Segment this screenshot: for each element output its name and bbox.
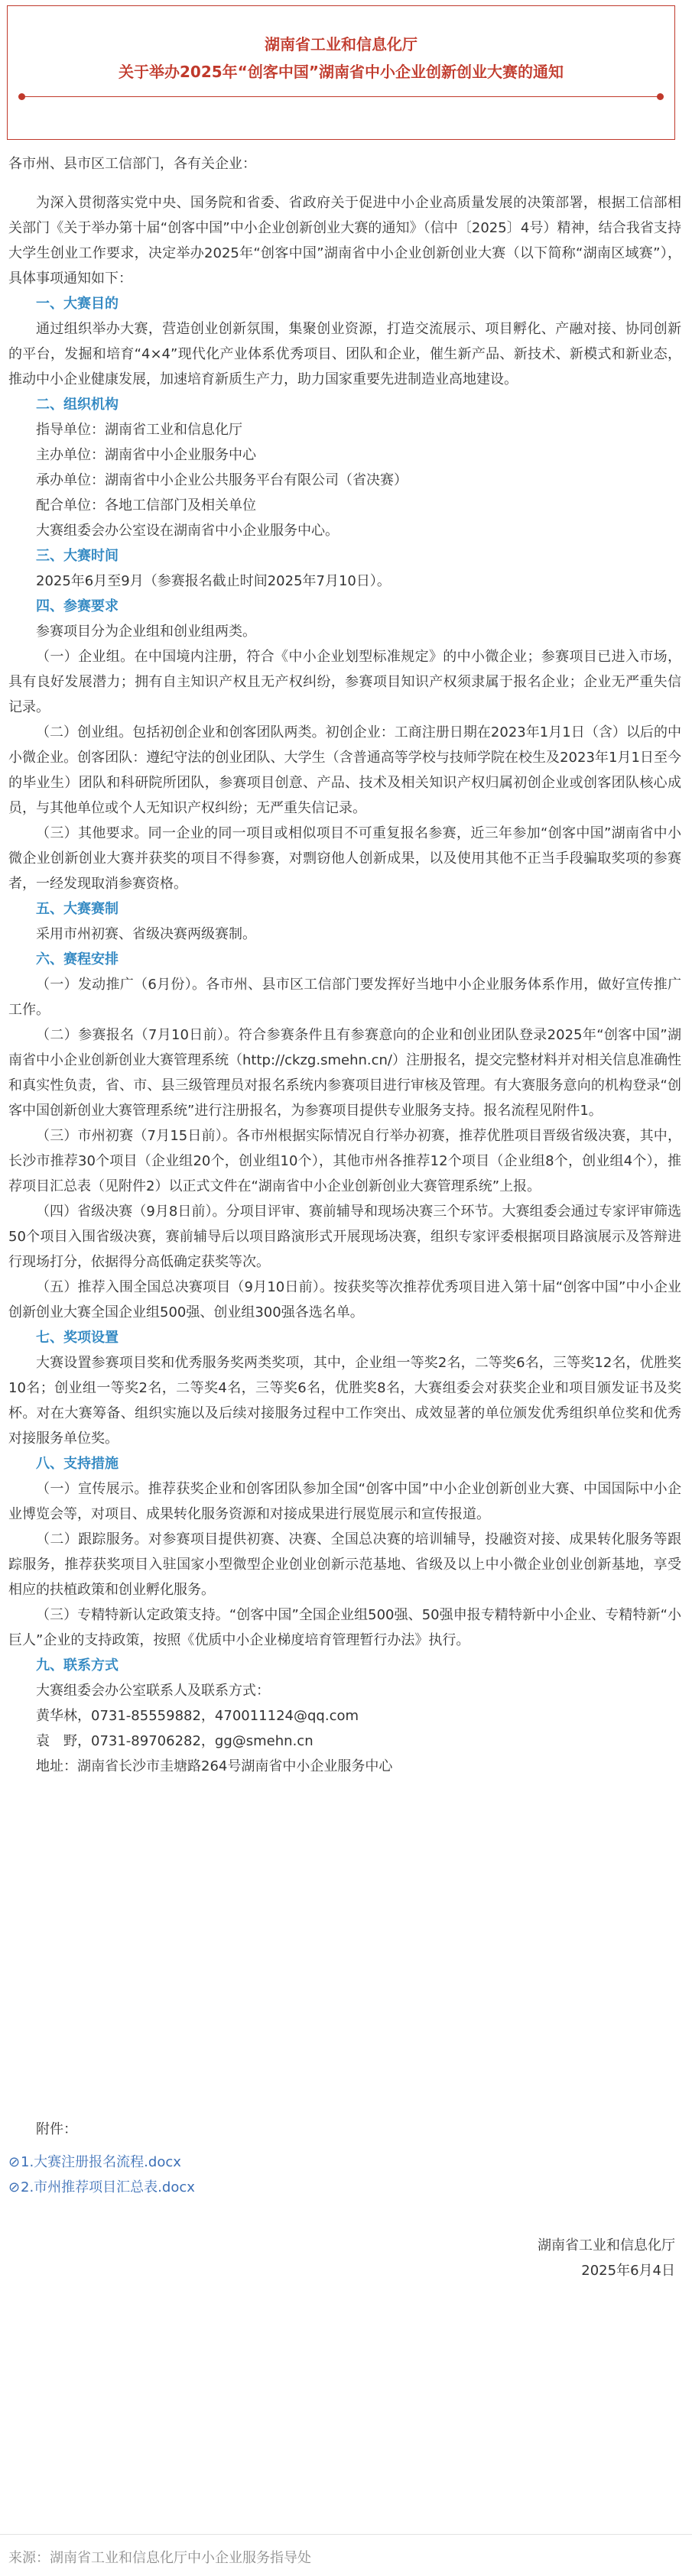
paragraph: 大赛组委会办公室设在湖南省中小企业服务中心。 <box>36 523 339 539</box>
paragraph: 黄华林，0731-85559882，470011124@qq.com <box>36 1708 359 1724</box>
paragraph: （五）推荐入围全国总决赛项目（9月10日前）。按获奖等次推荐优秀项目进入第十届“创客中国”中小企业创新创业大赛全国企业组500强、创业组300强各选名单。 <box>8 1279 681 1320</box>
attachments <box>8 2117 681 2200</box>
section-heading: 五、大赛赛制 <box>36 901 119 917</box>
section-heading: 九、联系方式 <box>36 1657 119 1674</box>
paragraph: 参赛项目分为企业组和创业组两类。 <box>36 624 256 640</box>
paragraph: 各市州、县市区工信部门，各有关企业： <box>8 156 256 172</box>
paragraph: 大赛组委会办公室联系人及联系方式： <box>36 1683 270 1699</box>
attachment-link-2[interactable] <box>8 2175 681 2200</box>
divider-dot-left <box>18 93 25 100</box>
paragraph: （二）参赛报名（7月10日前）。符合参赛条件且有参赛意向的企业和创业团队登录2025年“创客中国”湖南省中小企业创新创业大赛管理系统（http://ckzg.smehn.cn/）注册报名，提交完整材料并对相关信息准确性和真实性负责，省、市、县三级管理员对报名系统内参赛项目进行审核及管理。有大赛服务意向的机构登录“创客中国创新创业大赛管理系统”进行注册报名，为参赛项目提供专业服务支持。报名流程见附件1。 <box>8 1027 681 1119</box>
paragraph: 承办单位：湖南省中小企业公共服务平台有限公司（省决赛） <box>36 472 408 488</box>
section-heading: 一、大赛目的 <box>36 296 119 312</box>
paragraph: （一）发动推广（6月份）。各市州、县市区工信部门要发挥好当地中小企业服务体系作用，做好宣传推广工作。 <box>8 977 681 1018</box>
section-heading: 六、赛程安排 <box>36 951 119 967</box>
paragraph: 为深入贯彻落实党中央、国务院和省委、省政府关于促进中小企业高质量发展的决策部署，根据工信部相关部门《关于举办第十届“创客中国”中小企业创新创业大赛的通知》（信中〔2025〕4号）精神，结合我省支持大学生创业工作要求，决定举办2025年“创客中国”湖南省中小企业创新创业大赛（以下简称“湖南区域赛”），具体事项通知如下： <box>8 195 681 287</box>
section-heading: 八、支持措施 <box>36 1456 119 1472</box>
paperclip-icon: ⊘ <box>8 2154 21 2170</box>
section-heading: 七、奖项设置 <box>36 1330 119 1346</box>
paragraph: 配合单位：各地工信部门及相关单位 <box>36 497 256 514</box>
paragraph: 大赛设置参赛项目奖和优秀服务奖两类奖项，其中，企业组一等奖2名，二等奖6名，三等奖12名，优胜奖10名；创业组一等奖2名，二等奖4名，三等奖6名，优胜奖8名，大赛组委会对获奖企业和项目颁发证书及奖杯。对在大赛筹备、组织实施以及后续对接服务过程中工作突出、成效显著的单位颁发优秀组织单位奖和优秀对接服务单位奖。 <box>8 1355 681 1447</box>
section-heading: 二、组织机构 <box>36 397 119 413</box>
paragraph: 通过组织举办大赛，营造创业创新氛围，集聚创业资源，打造交流展示、项目孵化、产融对接、协同创新的平台，发掘和培育“4×4”现代化产业体系优秀项目、团队和企业，催生新产品、新技术、新模式和新业态，推动中小企业健康发展，加速培育新质生产力，助力国家重要先进制造业高地建设。 <box>8 321 681 387</box>
attachment-2-name[interactable]: 2.市州推荐项目汇总表.docx <box>21 2179 195 2195</box>
paragraph: 2025年6月至9月（参赛报名截止时间2025年7月10日）。 <box>36 573 391 589</box>
paragraph: 指导单位：湖南省工业和信息化厅 <box>36 422 242 438</box>
paragraph: （二）跟踪服务。对参赛项目提供初赛、决赛、全国总决赛的培训辅导，投融资对接、成果转化服务等跟踪服务，推荐获奖项目入驻国家小型微型企业创业创新示范基地、省级及以上中小微企业创业创新基地，享受相应的扶植政策和创业孵化服务。 <box>8 1531 681 1598</box>
divider-dot-right <box>657 93 664 100</box>
paragraph: 地址：湖南省长沙市圭塘路264号湖南省中小企业服务中心 <box>36 1758 393 1774</box>
paragraph: （三）其他要求。同一企业的同一项目或相似项目不可重复报名参赛，近三年参加“创客中国”湖南省中小微企业创新创业大赛并获奖的项目不得参赛，对剽窃他人创新成果，以及使用其他不正当手段骗取奖项的参赛者，一经发现取消参赛资格。 <box>8 825 681 892</box>
paragraph: （四）省级决赛（9月8日前）。分项目评审、赛前辅导和现场决赛三个环节。大赛组委会通过专家评审筛选50个项目入围省级决赛，赛前辅导后以项目路演形式开展现场决赛，组织专家评委根据项目路演展示及答辩进行现场打分，依据得分高低确定获奖等次。 <box>8 1204 681 1270</box>
paragraph: 采用市州初赛、省级决赛两级赛制。 <box>36 926 256 942</box>
paragraph: （三）市州初赛（7月15日前）。各市州根据实际情况自行举办初赛，推荐优胜项目晋级省级决赛，其中，长沙市推荐30个项目（企业组20个，创业组10个），其他市州各推荐12个项目（企业组8个，创业组4个），推荐项目汇总表（见附件2）以正式文件在“湖南省中小企业创新创业大赛管理系统”上报。 <box>8 1128 681 1194</box>
signature <box>538 2233 675 2283</box>
source-text: 来源：湖南省工业和信息化厅中小企业服务指导处 <box>8 2550 311 2566</box>
paragraph: 主办单位：湖南省中小企业服务中心 <box>36 447 256 463</box>
paragraph: （一）企业组。在中国境内注册，符合《中小企业划型标准规定》的中小微企业；参赛项目已进入市场，具有良好发展潜力；拥有自主知识产权且无产权纠纷，参赛项目知识产权须隶属于报名企业；企业无严重失信记录。 <box>8 649 681 715</box>
attachments-label: 附件： <box>36 2121 77 2137</box>
paragraph: （二）创业组。包括初创企业和创客团队两类。初创企业：工商注册日期在2023年1月1日（含）以后的中小微企业。创客团队：遵纪守法的创业团队、大学生（含普通高等学校与技师学院在校生及2023年1月1日至今的毕业生）团队和科研院所团队，参赛项目创意、产品、技术及相关知识产权归属初创企业或创客团队核心成员，与其他单位或个人无知识产权纠纷；无严重失信记录。 <box>8 724 681 816</box>
notice-title: 关于举办2025年“创客中国”湖南省中小企业创新创业大赛的通知 <box>119 63 564 81</box>
section-heading: 三、大赛时间 <box>36 548 119 564</box>
paragraph: 袁 野，0731-89706282，gg@smehn.cn <box>36 1733 314 1749</box>
signature-org: 湖南省工业和信息化厅 <box>538 2237 675 2254</box>
paragraph: （三）专精特新认定政策支持。“创客中国”全国企业组500强、50强申报专精特新中小企业、专精特新“小巨人”企业的支持政策，按照《优质中小企业梯度培育管理暂行办法》执行。 <box>8 1607 681 1648</box>
footer <box>0 2534 692 2567</box>
title-box <box>7 5 675 140</box>
signature-date: 2025年6月4日 <box>581 2263 675 2279</box>
paragraph: （一）宣传展示。推荐获奖企业和创客团队参加全国“创客中国”中小企业创新创业大赛、中国国际中小企业博览会等，对项目、成果转化服务资源和对接成果进行展览展示和宣传报道。 <box>8 1481 681 1522</box>
section-heading: 四、参赛要求 <box>36 598 119 614</box>
attachment-1-name[interactable]: 1.大赛注册报名流程.docx <box>21 2154 181 2170</box>
paperclip-icon: ⊘ <box>8 2179 21 2195</box>
notice-body <box>8 151 681 1779</box>
issuer-title: 湖南省工业和信息化厅 <box>265 35 417 53</box>
title-divider <box>21 96 661 97</box>
attachment-link-1[interactable] <box>8 2150 681 2175</box>
